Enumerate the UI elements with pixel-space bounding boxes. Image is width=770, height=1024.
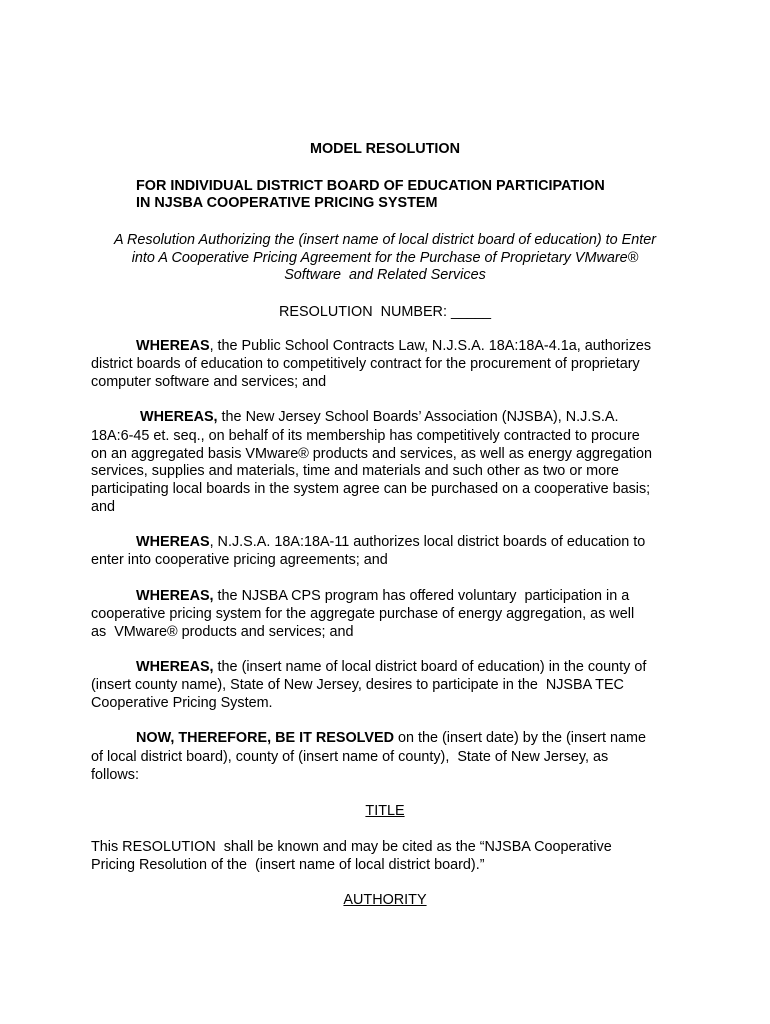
paragraph-6-line-2: of local district board), county of (insert name of county), State of New Jersey, as xyxy=(91,749,609,765)
title-text-line-1: This RESOLUTION shall be known and may be cited as the “NJSBA Cooperative xyxy=(91,839,612,855)
paragraph-5-line-1 xyxy=(136,658,646,676)
description-line-3: Software and Related Services xyxy=(284,267,486,283)
paragraph-5-text: the (insert name of local district board of education) in the county of xyxy=(213,659,647,675)
resolution-number: RESOLUTION NUMBER: _____ xyxy=(279,304,491,320)
paragraph-5-line-3: Cooperative Pricing System. xyxy=(91,695,273,711)
authority-heading-wrap xyxy=(0,891,770,909)
paragraph-1-line-1 xyxy=(136,337,651,355)
subtitle-line-2: IN NJSBA COOPERATIVE PRICING SYSTEM xyxy=(136,195,438,211)
paragraph-4-text: the NJSBA CPS program has offered voluntary participation in a xyxy=(213,588,630,604)
paragraph-6-line-1 xyxy=(136,729,646,747)
paragraph-2-text: the New Jersey School Boards’ Association (NJSBA), N.J.S.A. xyxy=(217,409,619,425)
paragraph-4-line-2: cooperative pricing system for the aggregate purchase of energy aggregation, as well xyxy=(91,606,635,622)
paragraph-3-line-2: enter into cooperative pricing agreements; and xyxy=(91,552,388,568)
paragraph-4-lead: WHEREAS, xyxy=(136,588,214,604)
paragraph-3-lead: WHEREAS xyxy=(136,534,210,550)
paragraph-4-line-1 xyxy=(136,587,629,605)
title-text-line-2: Pricing Resolution of the (insert name of local district board).” xyxy=(91,857,485,873)
paragraph-2-line-4: services, supplies and materials, time and materials and such other as two or more xyxy=(91,463,619,479)
document-title: MODEL RESOLUTION xyxy=(309,141,461,157)
paragraph-5-lead: WHEREAS, xyxy=(136,659,214,675)
paragraph-1-line-2: district boards of education to competitively contract for the procurement of proprietary xyxy=(91,356,640,372)
title-heading-wrap xyxy=(0,802,770,820)
paragraph-2-line-1 xyxy=(140,408,619,426)
paragraph-5-line-2: (insert county name), State of New Jersey, desires to participate in the NJSBA TEC xyxy=(91,677,624,693)
paragraph-2-lead: WHEREAS, xyxy=(140,409,218,425)
paragraph-2-line-2: 18A:6-45 et. seq., on behalf of its membership has competitively contracted to procure xyxy=(91,428,640,444)
subtitle-line-1: FOR INDIVIDUAL DISTRICT BOARD OF EDUCATION PARTICIPATION xyxy=(136,178,605,194)
description-line-1: A Resolution Authorizing the (insert name of local district board of education) to Enter xyxy=(113,232,657,248)
paragraph-1-text: , the Public School Contracts Law, N.J.S.A. 18A:18A-4.1a, authorizes xyxy=(209,338,652,354)
title-heading: TITLE xyxy=(365,803,405,819)
paragraph-1-lead: WHEREAS xyxy=(136,338,210,354)
description-line-2: into A Cooperative Pricing Agreement for the Purchase of Proprietary VMware® xyxy=(131,250,639,266)
paragraph-2-line-3: on an aggregated basis VMware® products and services, as well as energy aggregation xyxy=(91,446,652,462)
paragraph-6-lead: NOW, THEREFORE, BE IT RESOLVED xyxy=(136,730,394,746)
paragraph-4-line-3: as VMware® products and services; and xyxy=(91,624,354,640)
paragraph-3-line-1 xyxy=(136,533,645,551)
paragraph-6-text: on the (insert date) by the (insert name xyxy=(393,730,646,746)
paragraph-6-line-3: follows: xyxy=(91,767,139,783)
paragraph-1-line-3: computer software and services; and xyxy=(91,374,327,390)
paragraph-3-text: , N.J.S.A. 18A:18A-11 authorizes local district boards of education to xyxy=(209,534,646,550)
authority-heading: AUTHORITY xyxy=(343,892,427,908)
paragraph-2-line-6: and xyxy=(91,499,116,515)
paragraph-2-line-5: participating local boards in the system agree can be purchased on a cooperative basis; xyxy=(91,481,651,497)
